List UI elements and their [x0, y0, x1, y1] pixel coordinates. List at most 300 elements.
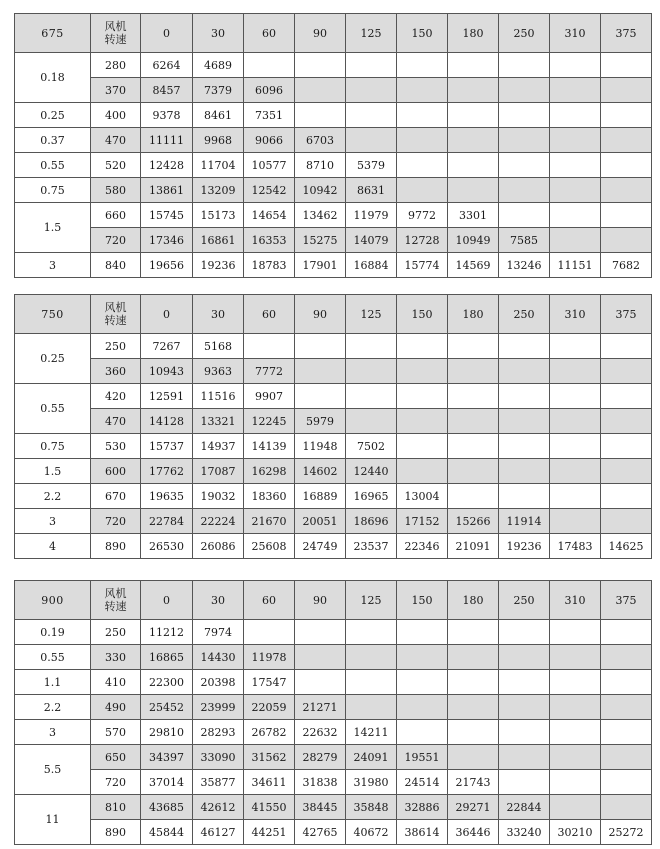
flow-value-cell: 14654	[244, 203, 295, 228]
flow-value-cell: 9772	[397, 203, 448, 228]
table-row	[15, 359, 652, 384]
flow-value-cell: 28293	[193, 720, 244, 745]
flow-value-cell: 23999	[193, 695, 244, 720]
flow-value-cell: 45844	[141, 820, 193, 845]
flow-value-cell	[499, 484, 550, 509]
flow-value-cell	[550, 670, 601, 695]
power-cell: 0.37	[15, 128, 91, 153]
flow-value-cell	[550, 359, 601, 384]
table-row	[15, 178, 652, 203]
flow-value-cell: 18360	[244, 484, 295, 509]
speed-cell: 250	[91, 334, 141, 359]
flow-value-cell: 18696	[346, 509, 397, 534]
table-row	[15, 645, 652, 670]
table-row	[15, 203, 652, 228]
flow-value-cell: 9907	[244, 384, 295, 409]
pressure-header: 125	[346, 581, 397, 620]
flow-value-cell: 29271	[448, 795, 499, 820]
flow-value-cell	[346, 334, 397, 359]
flow-value-cell	[397, 78, 448, 103]
flow-value-cell	[550, 78, 601, 103]
speed-cell: 840	[91, 253, 141, 278]
power-cell: 5.5	[15, 745, 91, 795]
flow-value-cell	[448, 720, 499, 745]
flow-value-cell	[550, 745, 601, 770]
pressure-header: 60	[244, 581, 295, 620]
flow-value-cell	[499, 434, 550, 459]
table-row	[15, 620, 652, 645]
table-row	[15, 484, 652, 509]
flow-value-cell: 14430	[193, 645, 244, 670]
flow-value-cell: 35848	[346, 795, 397, 820]
flow-value-cell: 7267	[141, 334, 193, 359]
flow-value-cell	[448, 670, 499, 695]
flow-value-cell	[295, 620, 346, 645]
power-cell: 3	[15, 720, 91, 745]
flow-value-cell	[397, 620, 448, 645]
flow-value-cell	[601, 620, 652, 645]
table-row	[15, 509, 652, 534]
speed-cell: 650	[91, 745, 141, 770]
power-cell: 0.19	[15, 620, 91, 645]
pressure-header: 30	[193, 295, 244, 334]
speed-cell: 810	[91, 795, 141, 820]
flow-value-cell: 11914	[499, 509, 550, 534]
table-row	[15, 670, 652, 695]
flow-value-cell: 33240	[499, 820, 550, 845]
flow-value-cell	[601, 459, 652, 484]
flow-value-cell: 21670	[244, 509, 295, 534]
flow-value-cell: 42612	[193, 795, 244, 820]
flow-value-cell	[397, 178, 448, 203]
flow-value-cell	[550, 459, 601, 484]
flow-value-cell: 8461	[193, 103, 244, 128]
flow-value-cell	[550, 203, 601, 228]
flow-value-cell: 15275	[295, 228, 346, 253]
speed-cell: 600	[91, 459, 141, 484]
flow-value-cell: 16865	[141, 645, 193, 670]
speed-cell: 470	[91, 409, 141, 434]
flow-value-cell	[601, 128, 652, 153]
table-row	[15, 103, 652, 128]
flow-value-cell: 21271	[295, 695, 346, 720]
flow-value-cell	[601, 409, 652, 434]
speed-cell: 280	[91, 53, 141, 78]
flow-value-cell: 7351	[244, 103, 295, 128]
flow-value-cell	[550, 434, 601, 459]
flow-value-cell: 13321	[193, 409, 244, 434]
flow-value-cell: 10949	[448, 228, 499, 253]
flow-value-cell	[448, 484, 499, 509]
flow-value-cell	[550, 695, 601, 720]
flow-value-cell	[550, 103, 601, 128]
fan-table-750	[14, 294, 652, 559]
speed-cell: 530	[91, 434, 141, 459]
flow-value-cell: 7585	[499, 228, 550, 253]
power-cell: 2.2	[15, 695, 91, 720]
power-cell: 4	[15, 534, 91, 559]
flow-value-cell: 20051	[295, 509, 346, 534]
flow-value-cell: 14211	[346, 720, 397, 745]
table-row	[15, 795, 652, 820]
flow-value-cell	[601, 770, 652, 795]
speed-cell: 660	[91, 203, 141, 228]
flow-value-cell: 13209	[193, 178, 244, 203]
flow-value-cell	[397, 384, 448, 409]
speed-cell: 580	[91, 178, 141, 203]
flow-value-cell: 16298	[244, 459, 295, 484]
flow-value-cell	[601, 670, 652, 695]
flow-value-cell: 22784	[141, 509, 193, 534]
flow-value-cell	[601, 745, 652, 770]
speed-cell: 360	[91, 359, 141, 384]
flow-value-cell	[550, 153, 601, 178]
speed-cell: 720	[91, 509, 141, 534]
flow-value-cell	[448, 695, 499, 720]
flow-value-cell	[397, 670, 448, 695]
flow-value-cell: 12728	[397, 228, 448, 253]
pressure-header: 180	[448, 581, 499, 620]
flow-value-cell	[346, 103, 397, 128]
flow-value-cell	[346, 695, 397, 720]
flow-value-cell	[550, 334, 601, 359]
flow-value-cell: 7772	[244, 359, 295, 384]
flow-value-cell	[550, 770, 601, 795]
flow-value-cell: 26782	[244, 720, 295, 745]
flow-value-cell: 16965	[346, 484, 397, 509]
flow-value-cell	[295, 103, 346, 128]
flow-value-cell	[601, 484, 652, 509]
table-row	[15, 384, 652, 409]
flow-value-cell	[346, 409, 397, 434]
flow-value-cell	[448, 334, 499, 359]
pressure-header: 375	[601, 295, 652, 334]
pressure-header: 150	[397, 581, 448, 620]
power-cell: 1.5	[15, 203, 91, 253]
flow-value-cell: 32886	[397, 795, 448, 820]
flow-value-cell	[601, 78, 652, 103]
flow-value-cell: 8631	[346, 178, 397, 203]
flow-value-cell	[499, 178, 550, 203]
flow-value-cell: 12542	[244, 178, 295, 203]
flow-value-cell: 37014	[141, 770, 193, 795]
flow-value-cell	[499, 645, 550, 670]
flow-value-cell: 11111	[141, 128, 193, 153]
flow-value-cell: 34611	[244, 770, 295, 795]
flow-value-cell	[550, 53, 601, 78]
pressure-header: 150	[397, 14, 448, 53]
pressure-header: 90	[295, 295, 346, 334]
flow-value-cell	[397, 53, 448, 78]
flow-value-cell: 29810	[141, 720, 193, 745]
flow-value-cell: 14625	[601, 534, 652, 559]
flow-value-cell	[601, 695, 652, 720]
flow-value-cell	[499, 153, 550, 178]
flow-value-cell	[397, 720, 448, 745]
flow-value-cell: 21091	[448, 534, 499, 559]
flow-value-cell: 19551	[397, 745, 448, 770]
flow-value-cell	[550, 228, 601, 253]
flow-value-cell: 9968	[193, 128, 244, 153]
flow-value-cell	[601, 434, 652, 459]
flow-value-cell: 23537	[346, 534, 397, 559]
flow-value-cell: 5979	[295, 409, 346, 434]
pressure-header: 125	[346, 295, 397, 334]
flow-value-cell	[448, 153, 499, 178]
power-cell: 1.5	[15, 459, 91, 484]
pressure-header: 310	[550, 14, 601, 53]
pressure-header: 90	[295, 14, 346, 53]
flow-value-cell	[346, 645, 397, 670]
flow-value-cell: 31980	[346, 770, 397, 795]
flow-value-cell	[244, 334, 295, 359]
flow-value-cell	[448, 620, 499, 645]
power-cell: 11	[15, 795, 91, 845]
flow-value-cell	[499, 745, 550, 770]
pressure-header: 90	[295, 581, 346, 620]
speed-header: 风机 转速	[91, 581, 141, 620]
flow-value-cell: 3301	[448, 203, 499, 228]
flow-value-cell	[499, 203, 550, 228]
flow-value-cell: 24514	[397, 770, 448, 795]
flow-value-cell	[601, 645, 652, 670]
flow-value-cell	[397, 695, 448, 720]
speed-cell: 400	[91, 103, 141, 128]
speed-cell: 420	[91, 384, 141, 409]
flow-value-cell: 9066	[244, 128, 295, 153]
pressure-header: 310	[550, 581, 601, 620]
flow-value-cell	[295, 384, 346, 409]
pressure-header: 30	[193, 14, 244, 53]
flow-value-cell: 14937	[193, 434, 244, 459]
flow-value-cell	[295, 334, 346, 359]
flow-value-cell	[397, 334, 448, 359]
flow-value-cell	[397, 128, 448, 153]
header-row	[15, 581, 652, 620]
flow-value-cell	[397, 459, 448, 484]
pressure-header: 125	[346, 14, 397, 53]
speed-cell: 670	[91, 484, 141, 509]
flow-value-cell	[448, 128, 499, 153]
flow-value-cell	[346, 670, 397, 695]
flow-value-cell: 25608	[244, 534, 295, 559]
flow-value-cell	[499, 384, 550, 409]
flow-value-cell	[448, 359, 499, 384]
flow-value-cell	[601, 384, 652, 409]
flow-value-cell: 20398	[193, 670, 244, 695]
flow-value-cell: 31838	[295, 770, 346, 795]
flow-value-cell: 7379	[193, 78, 244, 103]
flow-value-cell	[550, 645, 601, 670]
flow-value-cell	[499, 720, 550, 745]
table-row	[15, 128, 652, 153]
flow-value-cell: 8710	[295, 153, 346, 178]
flow-value-cell: 19656	[141, 253, 193, 278]
speed-cell: 330	[91, 645, 141, 670]
speed-cell: 720	[91, 228, 141, 253]
power-cell: 2.2	[15, 484, 91, 509]
flow-value-cell: 19236	[193, 253, 244, 278]
flow-value-cell: 15266	[448, 509, 499, 534]
header-row	[15, 14, 652, 53]
flow-value-cell: 12245	[244, 409, 295, 434]
pressure-header: 310	[550, 295, 601, 334]
pressure-header: 375	[601, 14, 652, 53]
flow-value-cell: 17901	[295, 253, 346, 278]
flow-value-cell: 9378	[141, 103, 193, 128]
flow-value-cell	[601, 720, 652, 745]
header-row	[15, 295, 652, 334]
speed-cell: 720	[91, 770, 141, 795]
flow-value-cell	[346, 620, 397, 645]
table-row	[15, 534, 652, 559]
power-cell: 0.25	[15, 334, 91, 384]
flow-value-cell: 6096	[244, 78, 295, 103]
flow-value-cell: 15745	[141, 203, 193, 228]
table-row	[15, 334, 652, 359]
pressure-header: 375	[601, 581, 652, 620]
flow-value-cell: 35877	[193, 770, 244, 795]
speed-header: 风机 转速	[91, 14, 141, 53]
flow-value-cell: 11979	[346, 203, 397, 228]
pressure-header: 180	[448, 295, 499, 334]
flow-value-cell: 6264	[141, 53, 193, 78]
power-cell: 0.55	[15, 645, 91, 670]
power-cell: 1.1	[15, 670, 91, 695]
flow-value-cell	[448, 78, 499, 103]
flow-value-cell: 10577	[244, 153, 295, 178]
flow-value-cell: 19635	[141, 484, 193, 509]
flow-value-cell: 16889	[295, 484, 346, 509]
flow-value-cell	[601, 509, 652, 534]
flow-value-cell: 7974	[193, 620, 244, 645]
flow-value-cell: 9363	[193, 359, 244, 384]
speed-cell: 490	[91, 695, 141, 720]
pressure-header: 150	[397, 295, 448, 334]
table-row	[15, 434, 652, 459]
flow-value-cell	[550, 509, 601, 534]
flow-value-cell	[550, 795, 601, 820]
flow-value-cell	[448, 53, 499, 78]
flow-value-cell: 22224	[193, 509, 244, 534]
flow-value-cell: 5379	[346, 153, 397, 178]
flow-value-cell: 26530	[141, 534, 193, 559]
flow-value-cell	[550, 620, 601, 645]
flow-value-cell: 7682	[601, 253, 652, 278]
flow-value-cell	[550, 128, 601, 153]
flow-value-cell	[499, 409, 550, 434]
flow-value-cell	[448, 384, 499, 409]
flow-value-cell: 41550	[244, 795, 295, 820]
flow-value-cell: 17483	[550, 534, 601, 559]
power-cell: 3	[15, 253, 91, 278]
flow-value-cell	[550, 409, 601, 434]
flow-value-cell	[601, 795, 652, 820]
flow-value-cell	[244, 53, 295, 78]
flow-value-cell: 17152	[397, 509, 448, 534]
flow-value-cell: 11948	[295, 434, 346, 459]
flow-value-cell: 43685	[141, 795, 193, 820]
flow-value-cell	[448, 645, 499, 670]
flow-value-cell: 4689	[193, 53, 244, 78]
flow-value-cell	[448, 178, 499, 203]
table-row	[15, 459, 652, 484]
power-cell: 0.25	[15, 103, 91, 128]
flow-value-cell: 25452	[141, 695, 193, 720]
pressure-header: 30	[193, 581, 244, 620]
flow-value-cell: 12440	[346, 459, 397, 484]
flow-value-cell	[550, 720, 601, 745]
flow-value-cell: 46127	[193, 820, 244, 845]
pressure-header: 250	[499, 14, 550, 53]
flow-value-cell: 5168	[193, 334, 244, 359]
flow-value-cell: 13246	[499, 253, 550, 278]
flow-value-cell: 14139	[244, 434, 295, 459]
flow-value-cell	[397, 409, 448, 434]
flow-value-cell	[448, 459, 499, 484]
flow-value-cell	[601, 228, 652, 253]
flow-value-cell	[601, 153, 652, 178]
flow-value-cell	[499, 359, 550, 384]
flow-value-cell: 28279	[295, 745, 346, 770]
flow-value-cell: 18783	[244, 253, 295, 278]
flow-value-cell	[295, 670, 346, 695]
flow-value-cell	[499, 103, 550, 128]
flow-value-cell: 24749	[295, 534, 346, 559]
speed-cell: 470	[91, 128, 141, 153]
flow-value-cell	[295, 359, 346, 384]
flow-value-cell: 14602	[295, 459, 346, 484]
flow-value-cell	[448, 745, 499, 770]
pressure-header: 250	[499, 295, 550, 334]
flow-value-cell: 14128	[141, 409, 193, 434]
flow-value-cell: 12591	[141, 384, 193, 409]
flow-value-cell	[601, 359, 652, 384]
flow-value-cell	[499, 770, 550, 795]
flow-value-cell	[499, 620, 550, 645]
speed-cell: 570	[91, 720, 141, 745]
flow-value-cell: 30210	[550, 820, 601, 845]
flow-value-cell	[244, 620, 295, 645]
flow-value-cell: 10943	[141, 359, 193, 384]
flow-value-cell: 38445	[295, 795, 346, 820]
speed-header: 风机 转速	[91, 295, 141, 334]
model-title: 675	[15, 14, 91, 53]
model-title: 900	[15, 581, 91, 620]
flow-value-cell: 16861	[193, 228, 244, 253]
flow-value-cell	[499, 670, 550, 695]
flow-value-cell	[346, 359, 397, 384]
flow-value-cell	[499, 334, 550, 359]
pressure-header: 0	[141, 295, 193, 334]
table-row	[15, 770, 652, 795]
flow-value-cell	[295, 78, 346, 103]
table-row	[15, 78, 652, 103]
flow-value-cell: 17762	[141, 459, 193, 484]
power-cell: 0.75	[15, 434, 91, 459]
flow-value-cell: 11151	[550, 253, 601, 278]
flow-value-cell	[448, 434, 499, 459]
flow-value-cell	[397, 434, 448, 459]
flow-value-cell	[295, 53, 346, 78]
pressure-header: 0	[141, 14, 193, 53]
flow-value-cell	[499, 128, 550, 153]
flow-value-cell: 16884	[346, 253, 397, 278]
table-row	[15, 153, 652, 178]
pressure-header: 60	[244, 295, 295, 334]
flow-value-cell: 13004	[397, 484, 448, 509]
flow-value-cell: 11704	[193, 153, 244, 178]
